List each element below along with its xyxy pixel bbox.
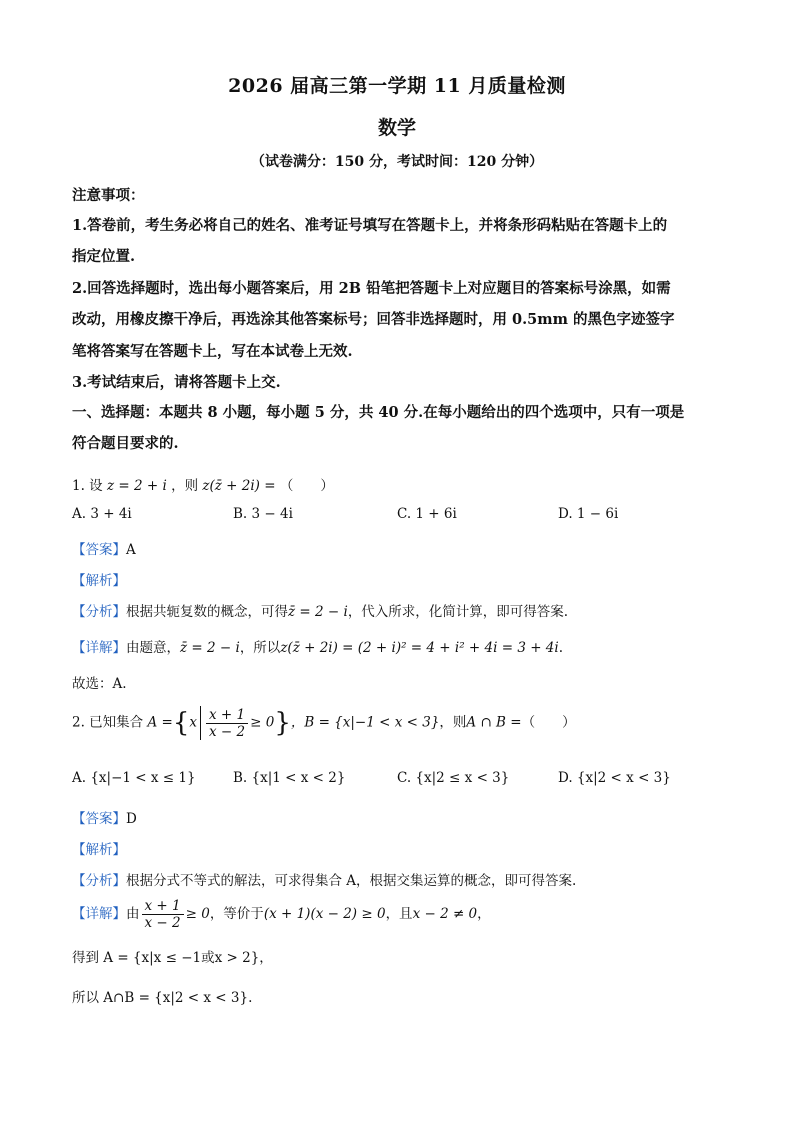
q2-xj-math: (x + 1)(x − 2) ≥ 0 [263,906,386,922]
q1-stem [72,474,724,494]
q2-fenxi-text: 根据分式不等式的解法，可求得集合 A，根据交集运算的概念，即可得答案. [126,873,577,889]
q2-option-a: A. {x|−1 < x ≤ 1} [72,770,196,786]
note-1-line-2: 指定位置. [72,248,136,265]
q1-fenxi-tail: ，代入所求，化简计算，即可得答案. [347,604,569,620]
q1-xiangjie [72,636,724,656]
q1-option-d: D. 1 − 6i [558,506,619,522]
q1-option-c: C. 1 + 6i [397,506,457,522]
set-bar [200,706,201,740]
q2-analysis-tag: 【解析】 [72,842,126,858]
q2-xiangjie [72,898,724,931]
xiangjie-tag: 【详解】 [72,640,126,656]
q2-get-line: 得到 A = {x|x ≤ −1或x > 2}， [72,950,273,966]
note-1-line-1: 1.答卷前，考生务必将自己的姓名、准考证号填写在答题卡上，并将条形码粘贴在答题卡上的 [72,217,668,234]
q2-answer-line [72,807,724,827]
q1-answer-line [72,538,724,558]
q1-number: 1. 设 [72,478,103,494]
q2-cap: A ∩ B = [466,714,522,731]
q2-frac-num: x + 1 [206,707,248,724]
q1-xj-mid: ，所以 [239,640,281,656]
notes-heading: 注意事项： [72,187,145,204]
q2-answer: D [126,811,137,827]
q2-xj-pre: 由 [126,906,140,922]
q2-xj-neq: x − 2 ≠ 0 [412,906,478,922]
q2-option-c: C. {x|2 ≤ x < 3} [397,770,510,786]
q1-option-b: B. 3 − 4i [233,506,293,522]
answer-tag: 【答案】 [72,542,126,558]
q1-analysis-tag: 【解析】 [72,573,126,589]
left-brace-icon: { [172,708,190,738]
q2-set-var: x [189,714,197,731]
section-heading-line-1: 一、选择题：本题共 8 小题，每小题 5 分，共 40 分.在每小题给出的四个选项中，只有一项是 [72,404,685,421]
q2-xj-frac-num: x + 1 [142,898,184,915]
note-2-line-3: 笔将答案写在答题卡上，写在本试卷上无效. [72,343,353,360]
q2-option-b: B. {x|1 < x < 2} [233,770,346,786]
q1-fenxi [72,600,724,620]
q2-option-d: D. {x|2 < x < 3} [558,770,671,786]
q2-stem [72,706,724,740]
note-3: 3.考试结束后，请将答题卡上交. [72,374,281,391]
q2-xj-frac-den: x − 2 [144,915,181,931]
q2-frac-den: x − 2 [209,723,246,740]
q2-xj-geq: ≥ 0 [185,906,210,922]
fenxi-tag: 【分析】 [72,873,126,889]
q1-stem-mid: ，则 [171,478,199,494]
q1-fenxi-math: z̄ = 2 − i [288,604,348,620]
q1-xj-end: . [558,640,564,656]
q1-xj-pre: 由题意， [126,640,180,656]
q2-xj-fraction [142,898,184,931]
q2-xj-mid: ，等价于 [209,906,264,922]
q1-z-def: z = 2 + i [106,478,167,494]
q2-xj-and: ，且 [385,906,413,922]
answer-tag: 【答案】 [72,811,126,827]
q1-blank: （ ） [279,478,334,494]
note-2-line-1: 2.回答选择题时，选出每小题答案后，用 2B 铅笔把答题卡上对应题目的答案标号涂黑，如需 [72,280,671,297]
fenxi-tag: 【分析】 [72,604,126,620]
q1-choose: 故选：A. [72,676,127,692]
q2-set-a-label: A = [147,714,173,731]
note-2-line-2: 改动，用橡皮擦干净后，再选涂其他答案标号；回答非选择题时，用 0.5mm 的黑色字迹签字 [72,311,675,328]
xiangjie-tag: 【详解】 [72,906,126,922]
q2-blank: （ ） [521,714,576,731]
q2-so-line: 所以 A∩B = {x|2 < x < 3}. [72,990,253,1006]
exam-info: （试卷满分：150 分，考试时间：120 分钟） [250,154,544,170]
q2-number: 2. 已知集合 [72,714,144,731]
q2-stem-mid: ，则 [439,714,467,731]
q2-xj-end: ， [477,906,491,922]
q2-geq: ≥ 0 [250,714,275,731]
q1-fenxi-text: 根据共轭复数的概念，可得 [126,604,288,620]
exam-title: 2026 届高三第一学期 11 月质量检测 [228,75,566,97]
q1-expression: z(z̄ + 2i) = [202,478,276,494]
q1-option-a: A. 3 + 4i [72,506,132,522]
q1-xj-math1: z̄ = 2 − i [180,640,240,656]
q2-set-b: ，B = {x|−1 < x < 3} [290,714,440,731]
q1-answer: A [126,542,136,558]
q1-xj-math2: z(z̄ + 2i) = (2 + i)² = 4 + i² + 4i = 3 + 4i [280,640,559,656]
q2-fenxi [72,869,724,889]
section-heading-line-2: 符合题目要求的. [72,435,179,452]
right-brace-icon: } [274,708,291,738]
subject-title: 数学 [377,117,416,139]
q2-fraction [206,707,248,740]
